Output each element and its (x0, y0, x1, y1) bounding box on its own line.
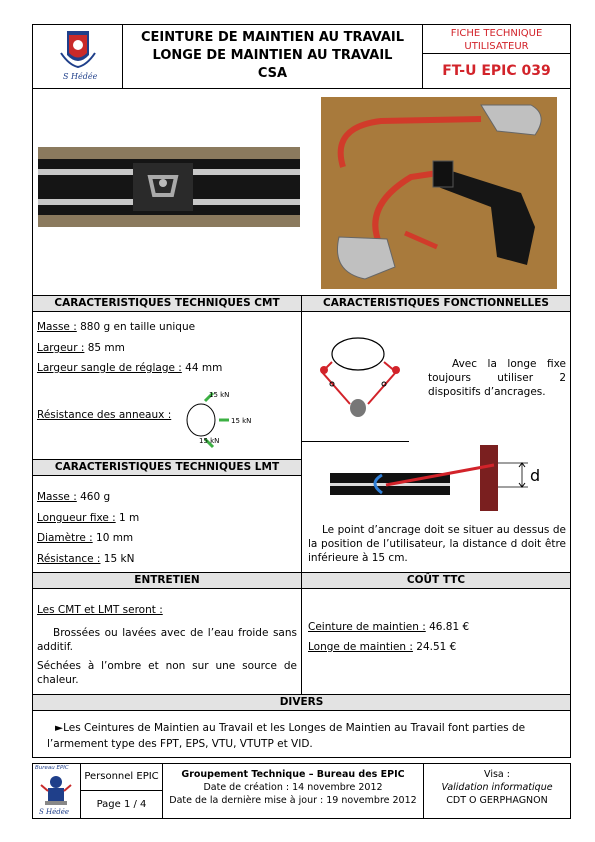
lmt-masse: Masse : 460 g (37, 491, 111, 503)
footer-page-cell (80, 790, 163, 819)
fonct-text1: Avec la longe fixe toujours utiliser 2 dispositifs d’ancrages. (428, 358, 566, 398)
fonct-text2: Le point d’ancrage doit se situer au dessus de la position de l’utilisateur, la distance d doit être inférieure à 15 cm. (308, 524, 566, 564)
fiche-label-line1: FICHE TECHNIQUE (450, 28, 543, 39)
cout-longe: Longe de maintien : 24.51 € (308, 641, 457, 653)
fonct-body-top (301, 311, 571, 442)
divers-text: ►Les Ceintures de Maintien au Travail et les Longes de Maintien au Travail font parties de l’armement type des FPT, EPS, VTU, VTUTP et VID. (47, 722, 526, 750)
lanyard-photo (321, 97, 557, 289)
cmt-masse: Masse : 880 g en taille unique (37, 321, 196, 333)
footer-created: Date de création : 14 novembre 2012 (203, 782, 383, 793)
footer-group-cell (162, 763, 424, 819)
distance-d-label: d (530, 466, 541, 485)
cmt-band (32, 295, 302, 312)
divers-title: DIVERS (279, 696, 324, 708)
lmt-band (32, 459, 302, 476)
divers-body (32, 710, 571, 758)
cmt-resistance: Résistance des anneaux : (37, 409, 172, 421)
header-code-cell (422, 53, 571, 89)
footer-logo-cell (32, 763, 81, 819)
entretien-p1: Brossées ou lavées avec de l’eau froide sans additif. (37, 627, 297, 653)
lmt-resistance: Résistance : 15 kN (37, 553, 135, 565)
entretien-band (32, 572, 302, 589)
two-anchor-diagram (310, 332, 410, 428)
fonct-body-bottom (301, 441, 571, 573)
cout-body (301, 588, 571, 695)
title-line3: CSA (257, 66, 288, 81)
footer-logo-top: Bureau EPIC (35, 765, 69, 771)
force-right-label: 15 kN (231, 417, 252, 425)
lmt-diametre: Diamètre : 10 mm (37, 532, 134, 544)
cmt-body (32, 311, 302, 460)
lmt-longueur: Longueur fixe : 1 m (37, 512, 140, 524)
footer-validation: Validation informatique (441, 782, 553, 793)
cout-ceinture: Ceinture de maintien : 46.81 € (308, 621, 470, 633)
divers-band (32, 694, 571, 711)
cmt-sangle: Largeur sangle de réglage : 44 mm (37, 362, 223, 374)
force-top-label: 15 kN (209, 391, 230, 399)
footer-personnel: Personnel EPIC (84, 771, 159, 782)
cout-title: COÛT TTC (406, 574, 466, 586)
footer-visa-cell (423, 763, 571, 819)
photo-area (32, 88, 571, 296)
entretien-intro: Les CMT et LMT seront : (37, 604, 163, 616)
lmt-title: CARACTERISTIQUES TECHNIQUES LMT (54, 461, 280, 473)
fonct-band (301, 295, 571, 312)
fonct-title: CARACTERISTIQUES FONCTIONNELLES (322, 297, 549, 309)
fiche-code: FT-U EPIC 039 (442, 63, 551, 79)
footer-visa-label: Visa : (484, 769, 510, 780)
cmt-largeur: Largeur : 85 mm (37, 342, 125, 354)
entretien-p2: Séchées à l’ombre et non sur une source de chaleur. (37, 660, 297, 686)
anchor-height-diagram (330, 443, 560, 513)
force-bottom-label: 15 kN (199, 437, 220, 445)
ring-force-diagram (173, 385, 273, 455)
lmt-body (32, 475, 302, 573)
footer-group: Groupement Technique – Bureau des EPIC (181, 769, 405, 780)
entretien-body (32, 588, 302, 695)
title-line2: LONGE DE MAINTIEN AU TRAVAIL (152, 48, 393, 63)
footer-signer: CDT O GERPHAGNON (446, 795, 548, 806)
fiche-label-line2: UTILISATEUR (464, 41, 529, 52)
footer-logo-caption: S Hédée (39, 808, 70, 816)
cout-band (301, 572, 571, 589)
footer-page: Page 1 / 4 (96, 799, 147, 810)
header-title-cell (122, 24, 423, 89)
header-logo-cell (32, 24, 123, 89)
footer-personnel-cell (80, 763, 163, 791)
cmt-title: CARACTERISTIQUES TECHNIQUES CMT (54, 297, 280, 309)
belt-photo (38, 147, 300, 227)
header-fiche-cell (422, 24, 571, 54)
title-line1: CEINTURE DE MAINTIEN AU TRAVAIL (140, 30, 405, 45)
epic-logo (33, 773, 80, 807)
logo-caption: S Hédée (63, 72, 98, 81)
footer-updated: Date de la dernière mise à jour : 19 novembre 2012 (169, 795, 417, 806)
entretien-title: ENTRETIEN (134, 574, 200, 586)
